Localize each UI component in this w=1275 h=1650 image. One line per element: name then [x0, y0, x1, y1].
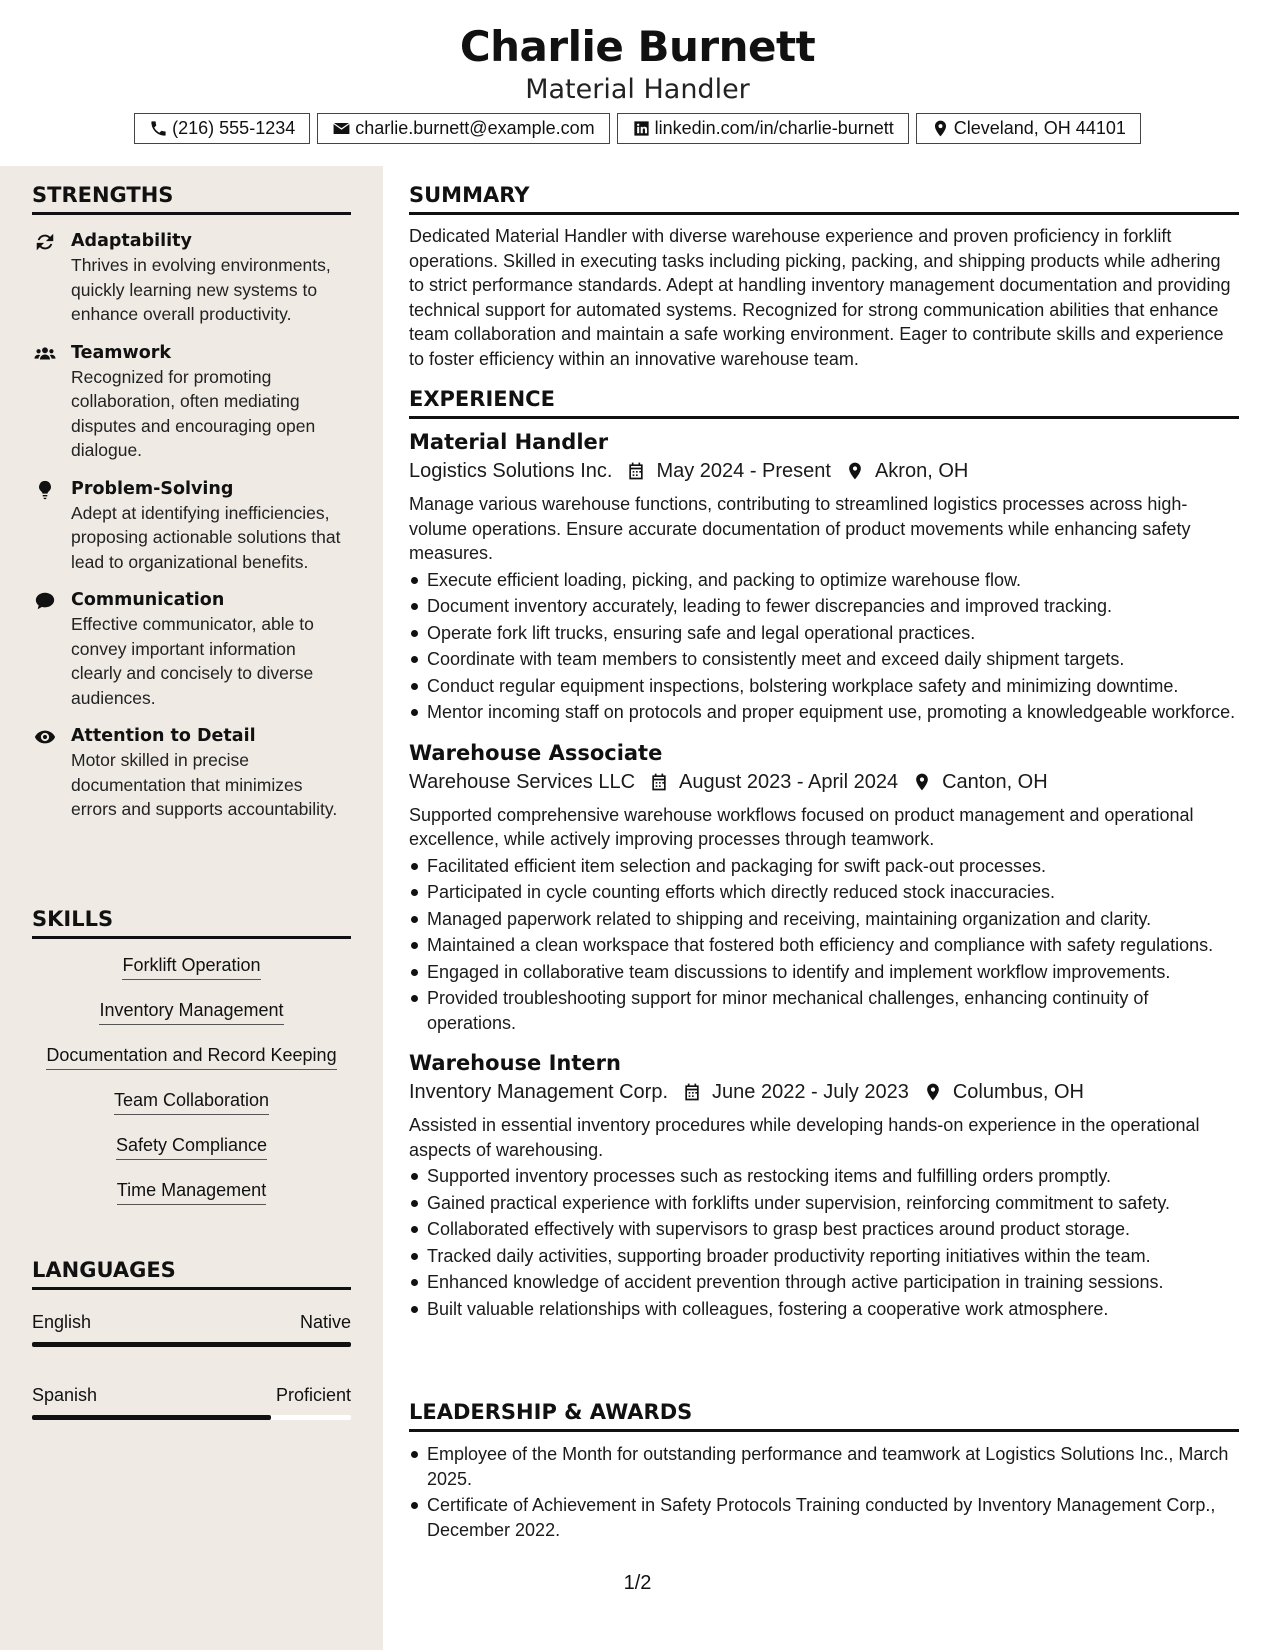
job-company: Inventory Management Corp.	[409, 1081, 669, 1103]
refresh-icon	[34, 231, 56, 253]
job-location: Akron, OH	[874, 460, 969, 482]
job-role: Material Handler	[409, 430, 609, 454]
language-level: Proficient	[275, 1385, 351, 1405]
strength-item	[32, 477, 351, 575]
candidate-name: Charlie Burnett	[459, 22, 816, 71]
skills-section	[32, 907, 351, 1223]
job-bullet: Document inventory accurately, leading to fewer discrepancies and improved tracking.	[409, 594, 1239, 619]
job-location: Columbus, OH	[952, 1081, 1084, 1103]
language-bar	[32, 1415, 351, 1420]
job-bullet: Engaged in collaborative team discussions to identify and implement workflow improvements.	[409, 960, 1239, 985]
strength-desc: Recognized for promoting collaboration, often mediating disputes and encouraging open dialogue.	[71, 366, 316, 460]
job-bullets	[409, 854, 1239, 1036]
strength-item	[32, 229, 351, 327]
job-description: Supported comprehensive warehouse workflows focused on product management and operational excellence, while actively improving processes through teamwork.	[409, 804, 1194, 849]
resume-header	[0, 0, 1275, 166]
job-bullets	[409, 1164, 1239, 1321]
awards-heading: LEADERSHIP & AWARDS	[409, 1400, 1239, 1432]
contact-email-text: charlie.burnett@example.com	[355, 118, 595, 138]
strength-desc: Motor skilled in precise documentation that minimizes errors and supports accountability.	[71, 750, 338, 819]
strength-desc: Effective communicator, able to convey important information clearly and concisely to diverse audiences.	[71, 614, 314, 708]
job-bullet: Maintained a clean workspace that fostered both efficiency and compliance with safety regulations.	[409, 933, 1239, 958]
job-bullet: Provided troubleshooting support for minor mechanical challenges, enhancing continuity of operations.	[409, 986, 1239, 1035]
language-bar	[32, 1342, 351, 1347]
language-item	[32, 1385, 351, 1420]
strength-title: Problem-Solving	[71, 478, 234, 499]
strength-item	[32, 341, 351, 463]
strength-title: Attention to Detail	[71, 726, 256, 746]
job-bullets	[409, 568, 1239, 725]
skill-tag: Forklift Operation	[122, 953, 260, 980]
skill-tag: Safety Compliance	[116, 1133, 267, 1160]
main-column	[409, 166, 1239, 1650]
job-meta	[409, 1077, 1239, 1107]
job-bullet: Coordinate with team members to consistently meet and exceed daily shipment targets.	[409, 647, 1239, 672]
job-bullet: Mentor incoming staff on protocols and proper equipment use, promoting a knowledgeable workforce.	[409, 700, 1239, 725]
map-pin-icon	[931, 119, 950, 138]
job-bullet: Managed paperwork related to shipping and receiving, maintaining organization and clarity.	[409, 907, 1239, 932]
experience-heading: EXPERIENCE	[409, 387, 1239, 419]
job-bullet: Built valuable relationships with colleagues, fostering a cooperative work atmosphere.	[409, 1297, 1239, 1322]
skill-tag: Documentation and Record Keeping	[46, 1043, 336, 1070]
strength-title: Communication	[71, 590, 225, 610]
contact-location-text: Cleveland, OH 44101	[953, 118, 1126, 138]
award-item: Certificate of Achievement in Safety Protocols Training conducted by Inventory Management Corp., December 2022.	[409, 1493, 1239, 1542]
calendar-icon	[626, 461, 646, 481]
job-entry	[409, 1049, 1239, 1321]
sidebar	[0, 166, 383, 1650]
skill-tag: Time Management	[117, 1178, 266, 1205]
job-bullet: Tracked daily activities, supporting broader productivity reporting initiatives within the team.	[409, 1244, 1239, 1269]
strength-item	[32, 724, 351, 822]
contact-location[interactable]	[916, 113, 1141, 144]
contact-linkedin-text: linkedin.com/in/charlie-burnett	[654, 118, 894, 138]
job-bullet: Supported inventory processes such as restocking items and fulfilling orders promptly.	[409, 1164, 1239, 1189]
strength-desc: Adept at identifying inefficiencies, proposing actionable solutions that lead to organizational benefits.	[71, 502, 341, 572]
strength-title: Adaptability	[71, 231, 192, 251]
candidate-title: Material Handler	[525, 74, 750, 105]
strengths-heading: STRENGTHS	[32, 183, 351, 215]
award-item: Employee of the Month for outstanding performance and teamwork at Logistics Solutions Inc., March 2025.	[409, 1442, 1239, 1491]
lightbulb-icon	[34, 479, 56, 501]
map-pin-icon	[845, 461, 865, 481]
job-location: Canton, OH	[942, 770, 1048, 793]
envelope-icon	[332, 119, 351, 138]
awards-list	[409, 1442, 1239, 1542]
language-level: Native	[299, 1312, 351, 1332]
contact-linkedin[interactable]	[617, 113, 909, 144]
summary-section	[409, 183, 1239, 371]
users-icon	[34, 343, 56, 365]
job-bullet: Execute efficient loading, picking, and packing to optimize warehouse flow.	[409, 568, 1239, 593]
job-entry	[409, 428, 1239, 725]
summary-heading: SUMMARY	[409, 183, 1239, 215]
experience-section	[409, 387, 1239, 1323]
contact-phone[interactable]	[134, 113, 310, 144]
job-description: Manage various warehouse functions, contributing to streamlined logistics processes across high-volume operations. Ensure accurate documentation of product movements while enhancing safety measures.	[409, 494, 1191, 563]
skills-list	[32, 953, 351, 1223]
contact-bar	[0, 113, 1275, 144]
contact-phone-text: (216) 555-1234	[172, 118, 296, 138]
eye-icon	[34, 726, 56, 748]
job-bullet: Conduct regular equipment inspections, bolstering workplace safety and minimizing downtime.	[409, 674, 1239, 699]
language-name: English	[32, 1312, 92, 1332]
job-meta	[409, 767, 1239, 797]
job-company: Logistics Solutions Inc.	[409, 460, 613, 482]
map-pin-icon	[923, 1082, 943, 1102]
strength-item	[32, 588, 351, 710]
map-pin-icon	[912, 772, 932, 792]
languages-section	[32, 1258, 351, 1420]
contact-email[interactable]	[317, 113, 609, 144]
job-bullet: Collaborated effectively with supervisors to grasp best practices around product storage.	[409, 1217, 1239, 1242]
strengths-section	[32, 183, 351, 822]
phone-icon	[149, 119, 168, 138]
calendar-icon	[649, 772, 669, 792]
job-dates: August 2023 - April 2024	[679, 770, 899, 793]
job-role: Warehouse Associate	[409, 740, 663, 765]
language-bar-fill	[32, 1415, 271, 1420]
job-meta	[409, 456, 1239, 486]
skill-tag: Inventory Management	[99, 998, 283, 1025]
job-dates: June 2022 - July 2023	[712, 1081, 909, 1103]
awards-section	[409, 1400, 1239, 1544]
strength-title: Teamwork	[71, 342, 171, 363]
skills-heading: SKILLS	[32, 907, 351, 939]
job-bullet: Participated in cycle counting efforts which directly reduced stock inaccuracies.	[409, 880, 1239, 905]
job-dates: May 2024 - Present	[656, 460, 831, 482]
language-item	[32, 1312, 351, 1347]
job-bullet: Facilitated efficient item selection and packaging for swift pack-out processes.	[409, 854, 1239, 879]
summary-text: Dedicated Material Handler with diverse warehouse experience and proven proficiency in forklift operations. Skilled in executing tasks including picking, packing, and shipping products while adhering to strict performance standards. Adept at handling inventory management documentation and providing technical support for automated systems. Recognized for strong communication abilities that enhance team collaboration and maintain a safe working environment. Eager to contribute skills and experience to foster efficiency within an innovative warehouse team.	[409, 226, 1231, 369]
linkedin-icon	[632, 119, 651, 138]
job-role: Warehouse Intern	[409, 1051, 621, 1075]
job-bullet: Operate fork lift trucks, ensuring safe and legal operational practices.	[409, 621, 1239, 646]
languages-heading: LANGUAGES	[32, 1258, 351, 1290]
strength-desc: Thrives in evolving environments, quickly learning new systems to enhance overall productivity.	[71, 255, 331, 324]
calendar-icon	[682, 1082, 702, 1102]
page-number: 1/2	[623, 1572, 652, 1594]
speech-bubble-icon	[34, 590, 56, 612]
job-bullet: Gained practical experience with forklifts under supervision, reinforcing commitment to safety.	[409, 1191, 1239, 1216]
job-description: Assisted in essential inventory procedures while developing hands-on experience in the operational aspects of warehousing.	[409, 1115, 1200, 1160]
job-bullet: Enhanced knowledge of accident prevention through active participation in training sessions.	[409, 1270, 1239, 1295]
skill-tag: Team Collaboration	[114, 1088, 269, 1115]
job-entry	[409, 739, 1239, 1036]
job-company: Warehouse Services LLC	[409, 770, 636, 793]
language-bar-fill	[32, 1342, 351, 1347]
language-name: Spanish	[32, 1385, 98, 1405]
